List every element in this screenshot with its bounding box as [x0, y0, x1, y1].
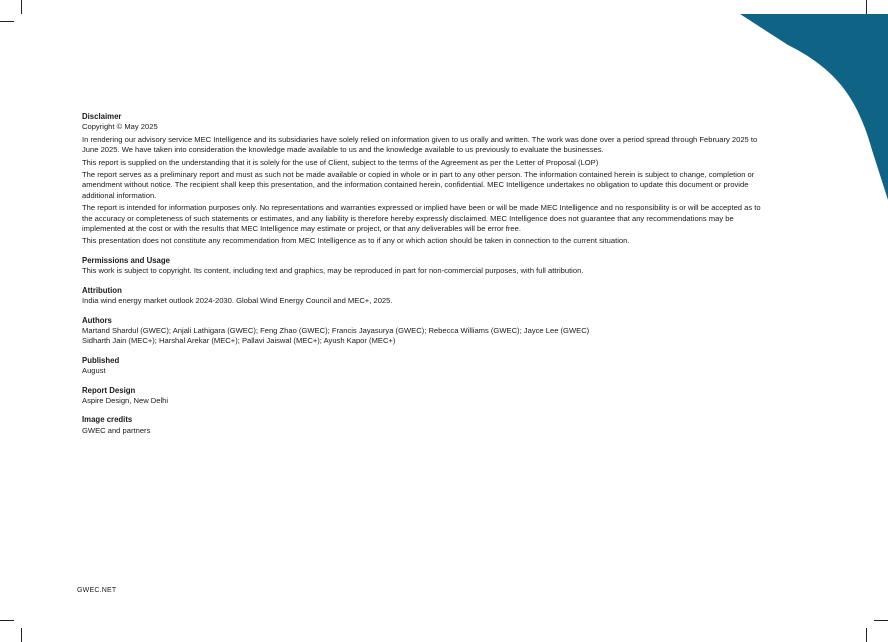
authors-section — [82, 316, 772, 347]
disclaimer-paragraph-4: The report is intended for information purposes only. No representations and warranties expressed or implied have been or will be made MEC Intelligence and no responsibility is or will be accepted as to the accuracy or completeness of such statements or estimates, and any liability is therefore hereby expressly disclaimed. MEC Intelligence does not guarantee that any recommendations may be implemented at the cost or with the results that MEC Intelligence may estimate or project, or that any deliverables will be error free. — [82, 203, 761, 234]
imprint-content — [82, 112, 772, 445]
attribution-section — [82, 286, 772, 307]
footer-site-link[interactable]: GWEC.NET — [77, 587, 117, 594]
permissions-text: This work is subject to copyright. Its content, including text and graphics, may be reproduced in part for non-commercial purposes, with full attribution. — [82, 266, 584, 276]
published-title: Published — [82, 355, 120, 365]
published-text: August — [82, 366, 106, 376]
report-design-text: Aspire Design, New Delhi — [82, 395, 169, 405]
crop-mark-top-left-h — [0, 21, 14, 22]
attribution-text: India wind energy market outlook 2024-2030. Global Wind Energy Council and MEC+, 2025. — [82, 296, 393, 306]
published-section — [82, 356, 772, 377]
permissions-section — [82, 256, 772, 277]
crop-mark-bottom-left-v — [21, 628, 22, 642]
authors-line-gwec: Martand Shardul (GWEC); Anjali Lathigara (GWEC); Feng Zhao (GWEC); Francis Jayasurya (GWEC); Rebecca Williams (GWEC); Jayce Lee (GWEC) — [82, 325, 590, 335]
authors-title: Authors — [82, 315, 112, 325]
crop-mark-bottom-left-h — [0, 620, 14, 621]
attribution-title: Attribution — [82, 285, 122, 295]
disclaimer-paragraph-5: This presentation does not constitute any recommendation from MEC Intelligence as to if any or which action should be taken in connection to the current situation. — [82, 236, 630, 246]
crop-mark-top-left-v — [21, 0, 22, 14]
permissions-title: Permissions and Usage — [82, 255, 170, 265]
disclaimer-title: Disclaimer — [82, 112, 122, 121]
disclaimer-paragraph-1: In rendering our advisory service MEC Intelligence and its subsidiaries have solely relied on information given to us orally and written. The work was done over a period spread through February 2025 to June 2025. We have taken into consideration the knowledge made available to us and the knowledge available to us previously to evaluate the businesses. — [82, 134, 758, 155]
report-design-title: Report Design — [82, 385, 136, 395]
image-credits-title: Image credits — [82, 415, 133, 425]
authors-line-mec: Sidharth Jain (MEC+); Harshal Arekar (MEC+); Pallavi Jaiswal (MEC+); Ayush Kapor (MEC+) — [82, 336, 396, 346]
image-credits-section — [82, 415, 772, 436]
disclaimer-paragraph-2: This report is supplied on the understanding that it is solely for the use of Client, subject to the terms of the Agreement as per the Letter of Proposal (LOP) — [82, 157, 599, 167]
report-design-section — [82, 386, 772, 407]
image-credits-text: GWEC and partners — [82, 425, 151, 435]
crop-mark-bottom-right-h — [874, 620, 888, 621]
crop-mark-bottom-right-v — [866, 628, 867, 642]
disclaimer-paragraph-3: The report serves as a preliminary report and must as such not be made available or copied in whole or in part to any other person. The information contained herein is subject to change, completion or amendment without notice. The recipient shall keep this presentation, and the information contained herein, confidential. MEC Intelligence undertakes no obligation to update this document or provide additional information. — [82, 170, 755, 200]
copyright-line: Copyright © May 2025 — [82, 122, 158, 132]
disclaimer-section — [82, 112, 772, 247]
